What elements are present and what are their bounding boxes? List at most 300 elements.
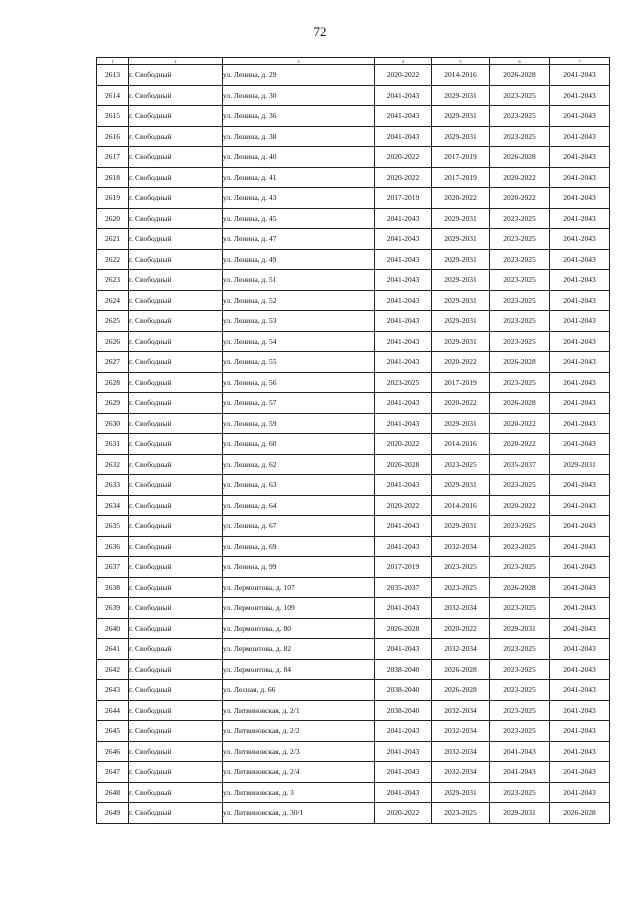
row-number: 2642 (97, 659, 129, 680)
table-row (97, 762, 610, 783)
row-number: 2613 (97, 65, 129, 86)
address-cell: ул. Ленина, д. 41 (223, 167, 375, 188)
period-cell-4: 2041-2043 (375, 475, 432, 496)
city-cell: г. Свободный (129, 393, 223, 414)
city-cell: г. Свободный (129, 434, 223, 455)
address-cell: ул. Ленина, д. 45 (223, 208, 375, 229)
address-cell: ул. Ленина, д. 30 (223, 85, 375, 106)
period-cell-4: 2041-2043 (375, 639, 432, 660)
table-row (97, 208, 610, 229)
city-cell: г. Свободный (129, 65, 223, 86)
address-cell: ул. Ленина, д. 43 (223, 188, 375, 209)
row-number: 2625 (97, 311, 129, 332)
period-cell-4: 2041-2043 (375, 782, 432, 803)
table-row (97, 311, 610, 332)
address-cell: ул. Ленина, д. 69 (223, 536, 375, 557)
address-cell: ул. Ленина, д. 40 (223, 147, 375, 168)
period-cell-7: 2041-2043 (550, 147, 610, 168)
header-row (97, 58, 610, 65)
period-cell-4: 2020-2022 (375, 803, 432, 824)
column-number-1: 1 (97, 58, 129, 65)
period-cell-5: 2032-2034 (432, 762, 490, 783)
row-number: 2647 (97, 762, 129, 783)
period-cell-5: 2014-2016 (432, 495, 490, 516)
period-cell-5: 2029-2031 (432, 85, 490, 106)
period-cell-4: 2041-2043 (375, 331, 432, 352)
period-cell-4: 2041-2043 (375, 249, 432, 270)
period-cell-6: 2026-2028 (490, 352, 550, 373)
address-cell: ул. Ленина, д. 59 (223, 413, 375, 434)
period-cell-6: 2035-2037 (490, 454, 550, 475)
row-number: 2630 (97, 413, 129, 434)
period-cell-6: 2023-2025 (490, 106, 550, 127)
period-cell-5: 2014-2016 (432, 65, 490, 86)
row-number: 2641 (97, 639, 129, 660)
address-cell: ул. Лермонтова, д. 82 (223, 639, 375, 660)
table-row (97, 249, 610, 270)
table-row (97, 577, 610, 598)
city-cell: г. Свободный (129, 495, 223, 516)
period-cell-4: 2017-2019 (375, 557, 432, 578)
table-row (97, 741, 610, 762)
city-cell: г. Свободный (129, 167, 223, 188)
city-cell: г. Свободный (129, 311, 223, 332)
city-cell: г. Свободный (129, 536, 223, 557)
city-cell: г. Свободный (129, 700, 223, 721)
period-cell-4: 2038-2040 (375, 700, 432, 721)
period-cell-7: 2041-2043 (550, 106, 610, 127)
period-cell-4: 2035-2037 (375, 577, 432, 598)
row-number: 2614 (97, 85, 129, 106)
period-cell-5: 2017-2019 (432, 372, 490, 393)
period-cell-6: 2023-2025 (490, 311, 550, 332)
city-cell: г. Свободный (129, 106, 223, 127)
table-row (97, 65, 610, 86)
period-cell-4: 2041-2043 (375, 352, 432, 373)
table-row (97, 639, 610, 660)
period-cell-7: 2026-2028 (550, 803, 610, 824)
city-cell: г. Свободный (129, 85, 223, 106)
period-cell-5: 2029-2031 (432, 782, 490, 803)
period-cell-4: 2041-2043 (375, 126, 432, 147)
period-cell-7: 2041-2043 (550, 126, 610, 147)
column-number-7: 7 (550, 58, 610, 65)
period-cell-4: 2041-2043 (375, 85, 432, 106)
address-cell: ул. Лермонтова, д. 84 (223, 659, 375, 680)
period-cell-7: 2041-2043 (550, 413, 610, 434)
city-cell: г. Свободный (129, 270, 223, 291)
period-cell-6: 2023-2025 (490, 782, 550, 803)
period-cell-4: 2020-2022 (375, 434, 432, 455)
table-row (97, 557, 610, 578)
address-cell: ул. Литвиновская, д. 30/1 (223, 803, 375, 824)
registry-table (96, 57, 610, 824)
period-cell-6: 2026-2028 (490, 393, 550, 414)
address-cell: ул. Ленина, д. 56 (223, 372, 375, 393)
period-cell-6: 2023-2025 (490, 598, 550, 619)
row-number: 2617 (97, 147, 129, 168)
table-row (97, 393, 610, 414)
period-cell-6: 2023-2025 (490, 270, 550, 291)
period-cell-7: 2041-2043 (550, 249, 610, 270)
period-cell-7: 2041-2043 (550, 229, 610, 250)
period-cell-4: 2041-2043 (375, 721, 432, 742)
city-cell: г. Свободный (129, 721, 223, 742)
period-cell-6: 2023-2025 (490, 372, 550, 393)
period-cell-6: 2023-2025 (490, 557, 550, 578)
period-cell-4: 2017-2019 (375, 188, 432, 209)
row-number: 2627 (97, 352, 129, 373)
table-row (97, 434, 610, 455)
period-cell-7: 2041-2043 (550, 782, 610, 803)
column-number-5: 5 (432, 58, 490, 65)
period-cell-7: 2041-2043 (550, 536, 610, 557)
period-cell-7: 2029-2031 (550, 454, 610, 475)
period-cell-6: 2020-2022 (490, 495, 550, 516)
period-cell-6: 2020-2022 (490, 434, 550, 455)
period-cell-7: 2041-2043 (550, 680, 610, 701)
city-cell: г. Свободный (129, 475, 223, 496)
period-cell-4: 2041-2043 (375, 208, 432, 229)
period-cell-6: 2026-2028 (490, 65, 550, 86)
table-row (97, 188, 610, 209)
page-number: 72 (313, 24, 327, 39)
period-cell-4: 2020-2022 (375, 147, 432, 168)
city-cell: г. Свободный (129, 557, 223, 578)
period-cell-7: 2041-2043 (550, 495, 610, 516)
period-cell-6: 2023-2025 (490, 208, 550, 229)
city-cell: г. Свободный (129, 741, 223, 762)
period-cell-5: 2029-2031 (432, 290, 490, 311)
table-row (97, 721, 610, 742)
row-number: 2622 (97, 249, 129, 270)
period-cell-4: 2020-2022 (375, 495, 432, 516)
table-row (97, 495, 610, 516)
period-cell-7: 2041-2043 (550, 516, 610, 537)
row-number: 2638 (97, 577, 129, 598)
row-number: 2623 (97, 270, 129, 291)
table-row (97, 618, 610, 639)
period-cell-6: 2023-2025 (490, 85, 550, 106)
table-row (97, 454, 610, 475)
period-cell-5: 2020-2022 (432, 188, 490, 209)
period-cell-6: 2020-2022 (490, 188, 550, 209)
period-cell-7: 2041-2043 (550, 352, 610, 373)
period-cell-5: 2029-2031 (432, 311, 490, 332)
period-cell-5: 2029-2031 (432, 516, 490, 537)
period-cell-5: 2029-2031 (432, 249, 490, 270)
period-cell-6: 2026-2028 (490, 147, 550, 168)
period-cell-7: 2041-2043 (550, 188, 610, 209)
period-cell-7: 2041-2043 (550, 393, 610, 414)
table-row (97, 598, 610, 619)
period-cell-6: 2029-2031 (490, 803, 550, 824)
period-cell-6: 2023-2025 (490, 721, 550, 742)
table-row (97, 85, 610, 106)
period-cell-4: 2026-2028 (375, 454, 432, 475)
address-cell: ул. Лесная, д. 66 (223, 680, 375, 701)
address-cell: ул. Литвиновская, д. 3 (223, 782, 375, 803)
row-number: 2629 (97, 393, 129, 414)
row-number: 2635 (97, 516, 129, 537)
table-row (97, 700, 610, 721)
city-cell: г. Свободный (129, 352, 223, 373)
period-cell-4: 2038-2040 (375, 680, 432, 701)
address-cell: ул. Ленина, д. 57 (223, 393, 375, 414)
period-cell-5: 2032-2034 (432, 700, 490, 721)
period-cell-7: 2041-2043 (550, 577, 610, 598)
address-cell: ул. Лермонтова, д. 109 (223, 598, 375, 619)
period-cell-5: 2020-2022 (432, 393, 490, 414)
period-cell-6: 2023-2025 (490, 331, 550, 352)
period-cell-5: 2014-2016 (432, 434, 490, 455)
period-cell-7: 2041-2043 (550, 372, 610, 393)
period-cell-5: 2017-2019 (432, 167, 490, 188)
period-cell-7: 2041-2043 (550, 65, 610, 86)
period-cell-5: 2029-2031 (432, 208, 490, 229)
period-cell-6: 2023-2025 (490, 516, 550, 537)
period-cell-5: 2032-2034 (432, 536, 490, 557)
table-row (97, 167, 610, 188)
period-cell-4: 2026-2028 (375, 618, 432, 639)
period-cell-7: 2041-2043 (550, 270, 610, 291)
period-cell-4: 2041-2043 (375, 311, 432, 332)
row-number: 2615 (97, 106, 129, 127)
period-cell-4: 2023-2025 (375, 372, 432, 393)
period-cell-5: 2026-2028 (432, 659, 490, 680)
period-cell-7: 2041-2043 (550, 167, 610, 188)
address-cell: ул. Ленина, д. 29 (223, 65, 375, 86)
address-cell: ул. Ленина, д. 53 (223, 311, 375, 332)
period-cell-7: 2041-2043 (550, 721, 610, 742)
table-row (97, 536, 610, 557)
row-number: 2618 (97, 167, 129, 188)
city-cell: г. Свободный (129, 659, 223, 680)
period-cell-5: 2026-2028 (432, 680, 490, 701)
period-cell-6: 2023-2025 (490, 639, 550, 660)
address-cell: ул. Литвиновская, д. 2/2 (223, 721, 375, 742)
table-row (97, 413, 610, 434)
table-row (97, 782, 610, 803)
table-header (97, 58, 610, 65)
column-number-6: 6 (490, 58, 550, 65)
address-cell: ул. Литвиновская, д. 2/4 (223, 762, 375, 783)
period-cell-4: 2041-2043 (375, 413, 432, 434)
period-cell-5: 2023-2025 (432, 454, 490, 475)
address-cell: ул. Ленина, д. 63 (223, 475, 375, 496)
period-cell-5: 2029-2031 (432, 413, 490, 434)
row-number: 2649 (97, 803, 129, 824)
row-number: 2646 (97, 741, 129, 762)
address-cell: ул. Ленина, д. 51 (223, 270, 375, 291)
period-cell-4: 2041-2043 (375, 393, 432, 414)
table-row (97, 516, 610, 537)
row-number: 2637 (97, 557, 129, 578)
city-cell: г. Свободный (129, 516, 223, 537)
column-number-4: 4 (375, 58, 432, 65)
period-cell-6: 2023-2025 (490, 126, 550, 147)
period-cell-6: 2023-2025 (490, 659, 550, 680)
period-cell-5: 2020-2022 (432, 618, 490, 639)
table-row (97, 147, 610, 168)
row-number: 2631 (97, 434, 129, 455)
period-cell-7: 2041-2043 (550, 290, 610, 311)
table-row (97, 352, 610, 373)
period-cell-7: 2041-2043 (550, 208, 610, 229)
row-number: 2644 (97, 700, 129, 721)
period-cell-7: 2041-2043 (550, 331, 610, 352)
period-cell-7: 2041-2043 (550, 475, 610, 496)
address-cell: ул. Ленина, д. 54 (223, 331, 375, 352)
row-number: 2648 (97, 782, 129, 803)
table-body (97, 65, 610, 824)
period-cell-5: 2032-2034 (432, 741, 490, 762)
city-cell: г. Свободный (129, 188, 223, 209)
row-number: 2626 (97, 331, 129, 352)
row-number: 2619 (97, 188, 129, 209)
period-cell-6: 2020-2022 (490, 167, 550, 188)
city-cell: г. Свободный (129, 680, 223, 701)
address-cell: ул. Литвиновская, д. 2/1 (223, 700, 375, 721)
period-cell-5: 2017-2019 (432, 147, 490, 168)
period-cell-7: 2041-2043 (550, 598, 610, 619)
address-cell: ул. Ленина, д. 60 (223, 434, 375, 455)
period-cell-4: 2041-2043 (375, 536, 432, 557)
city-cell: г. Свободный (129, 803, 223, 824)
row-number: 2632 (97, 454, 129, 475)
table-row (97, 290, 610, 311)
period-cell-4: 2041-2043 (375, 106, 432, 127)
period-cell-7: 2041-2043 (550, 618, 610, 639)
period-cell-6: 2041-2043 (490, 741, 550, 762)
address-cell: ул. Ленина, д. 49 (223, 249, 375, 270)
address-cell: ул. Ленина, д. 55 (223, 352, 375, 373)
row-number: 2620 (97, 208, 129, 229)
city-cell: г. Свободный (129, 290, 223, 311)
period-cell-6: 2023-2025 (490, 680, 550, 701)
row-number: 2634 (97, 495, 129, 516)
row-number: 2640 (97, 618, 129, 639)
period-cell-7: 2041-2043 (550, 557, 610, 578)
city-cell: г. Свободный (129, 372, 223, 393)
period-cell-5: 2029-2031 (432, 126, 490, 147)
address-cell: ул. Ленина, д. 62 (223, 454, 375, 475)
city-cell: г. Свободный (129, 598, 223, 619)
table-row (97, 229, 610, 250)
table-row (97, 659, 610, 680)
period-cell-5: 2029-2031 (432, 331, 490, 352)
period-cell-5: 2029-2031 (432, 270, 490, 291)
period-cell-4: 2041-2043 (375, 270, 432, 291)
address-cell: ул. Ленина, д. 99 (223, 557, 375, 578)
row-number: 2624 (97, 290, 129, 311)
city-cell: г. Свободный (129, 147, 223, 168)
table-row (97, 372, 610, 393)
row-number: 2643 (97, 680, 129, 701)
period-cell-7: 2041-2043 (550, 434, 610, 455)
table-row (97, 680, 610, 701)
period-cell-7: 2041-2043 (550, 659, 610, 680)
period-cell-4: 2041-2043 (375, 741, 432, 762)
row-number: 2645 (97, 721, 129, 742)
row-number: 2628 (97, 372, 129, 393)
period-cell-4: 2038-2040 (375, 659, 432, 680)
period-cell-4: 2041-2043 (375, 290, 432, 311)
city-cell: г. Свободный (129, 331, 223, 352)
city-cell: г. Свободный (129, 413, 223, 434)
city-cell: г. Свободный (129, 229, 223, 250)
period-cell-7: 2041-2043 (550, 762, 610, 783)
period-cell-6: 2029-2031 (490, 618, 550, 639)
period-cell-4: 2041-2043 (375, 516, 432, 537)
city-cell: г. Свободный (129, 249, 223, 270)
address-cell: ул. Ленина, д. 52 (223, 290, 375, 311)
row-number: 2616 (97, 126, 129, 147)
period-cell-6: 2023-2025 (490, 290, 550, 311)
table-row (97, 475, 610, 496)
period-cell-6: 2023-2025 (490, 700, 550, 721)
city-cell: г. Свободный (129, 577, 223, 598)
city-cell: г. Свободный (129, 762, 223, 783)
city-cell: г. Свободный (129, 639, 223, 660)
row-number: 2636 (97, 536, 129, 557)
row-number: 2639 (97, 598, 129, 619)
period-cell-4: 2041-2043 (375, 762, 432, 783)
address-cell: ул. Ленина, д. 64 (223, 495, 375, 516)
period-cell-7: 2041-2043 (550, 741, 610, 762)
period-cell-7: 2041-2043 (550, 700, 610, 721)
period-cell-4: 2020-2022 (375, 65, 432, 86)
period-cell-6: 2023-2025 (490, 475, 550, 496)
period-cell-5: 2032-2034 (432, 639, 490, 660)
address-cell: ул. Ленина, д. 36 (223, 106, 375, 127)
period-cell-5: 2032-2034 (432, 721, 490, 742)
address-cell: ул. Ленина, д. 38 (223, 126, 375, 147)
period-cell-6: 2041-2043 (490, 762, 550, 783)
city-cell: г. Свободный (129, 454, 223, 475)
table-row (97, 106, 610, 127)
period-cell-6: 2023-2025 (490, 229, 550, 250)
city-cell: г. Свободный (129, 618, 223, 639)
column-number-3: 3 (223, 58, 375, 65)
address-cell: ул. Лермонтова, д. 107 (223, 577, 375, 598)
period-cell-7: 2041-2043 (550, 85, 610, 106)
table-row (97, 126, 610, 147)
period-cell-4: 2041-2043 (375, 229, 432, 250)
period-cell-6: 2023-2025 (490, 536, 550, 557)
table-row (97, 803, 610, 824)
period-cell-5: 2029-2031 (432, 475, 490, 496)
period-cell-6: 2020-2022 (490, 413, 550, 434)
period-cell-5: 2023-2025 (432, 577, 490, 598)
period-cell-6: 2023-2025 (490, 249, 550, 270)
period-cell-5: 2023-2025 (432, 557, 490, 578)
period-cell-5: 2023-2025 (432, 803, 490, 824)
city-cell: г. Свободный (129, 208, 223, 229)
period-cell-5: 2032-2034 (432, 598, 490, 619)
period-cell-7: 2041-2043 (550, 639, 610, 660)
period-cell-5: 2029-2031 (432, 229, 490, 250)
period-cell-5: 2020-2022 (432, 352, 490, 373)
period-cell-4: 2020-2022 (375, 167, 432, 188)
table-row (97, 270, 610, 291)
period-cell-6: 2026-2028 (490, 577, 550, 598)
address-cell: ул. Лермонтова, д. 80 (223, 618, 375, 639)
period-cell-7: 2041-2043 (550, 311, 610, 332)
row-number: 2633 (97, 475, 129, 496)
row-number: 2621 (97, 229, 129, 250)
column-number-2: 2 (129, 58, 223, 65)
